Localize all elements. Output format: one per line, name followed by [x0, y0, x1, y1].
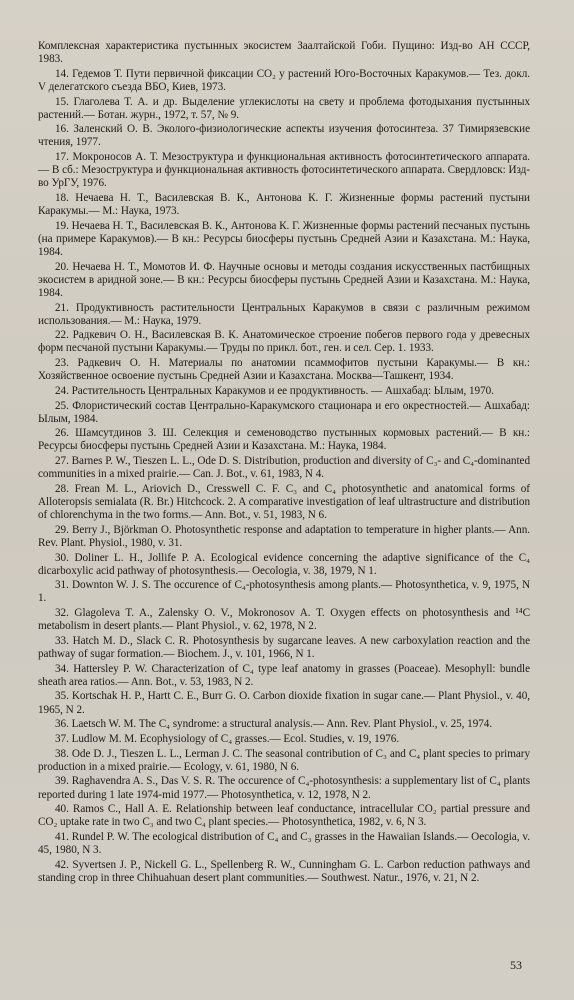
reference-entry: 21. Продуктивность растительности Центральных Каракумов в связи с различным режимом использования.— М.: Наука, 1979. [38, 301, 530, 327]
reference-entry: 26. Шамсутдинов З. Ш. Селекция и семеноводство пустынных кормовых растений.— В кн.: Ресурсы биосферы пустынь Средней Азии и Казахстана. М.: Наука, 1984. [38, 427, 530, 453]
reference-entry: 17. Мокроносов А. Т. Мезоструктура и функциональная активность фотосинтетического аппарата.— В сб.: Мезоструктура и функциональная активность фотосинтетического аппарата. Свердловск: Изд-во УрГУ, 1976. [38, 151, 530, 190]
reference-entry: 27. Barnes P. W., Tieszen L. L., Ode D. S. Distribution, production and diversity of C₃- and C₄-dominanted communities in a mixed prairie.— Can. J. Bot., v. 61, 1983, N 4. [38, 455, 530, 481]
reference-entry: 36. Laetsch W. M. The C₄ syndrome: a structural analysis.— Ann. Rev. Plant Physiol., v. 25, 1974. [55, 718, 493, 731]
reference-entry: 30. Doliner L. H., Jollife P. A. Ecological evidence concerning the adaptive significance of the C₄ dicarboxylic acid pathway of photosynthesis.— Oecologia, v. 38, 1979, N 1. [38, 551, 530, 577]
reference-list [38, 40, 530, 885]
reference-entry: 32. Glagoleva T. A., Zalensky O. V., Mokronosov A. T. Oxygen effects on photosynthesis and ¹⁴C metabolism in desert plants.— Plant Physiol., v. 62, 1978, N 2. [38, 607, 530, 633]
reference-entry: 24. Растительность Центральных Каракумов и ее продуктивность. — Ашхабад: Ылым, 1970. [55, 384, 494, 397]
reference-entry: 22. Радкевич О. Н., Василевская В. К. Анатомическое строение побегов первого года у древесных форм песчаной пустыни Каракумы.— Труды по прикл. бот., ген. и сел. Сер. 1. 1933. [38, 329, 530, 355]
reference-entry: 37. Ludlow M. M. Ecophysiology of C₄ grasses.— Ecol. Studies, v. 19, 1976. [55, 732, 400, 745]
reference-entry: 33. Hatch M. D., Slack C. R. Photosynthesis by sugarcane leaves. A new carboxylation reaction and the pathway of sugar formation.— Biochem. J., v. 101, 1966, N 1. [38, 634, 530, 660]
reference-entry: 29. Berry J., Björkman O. Photosynthetic response and adaptation to temperature in higher plants.— Ann. Rev. Plant. Physiol., 1980, v. 31. [38, 523, 530, 549]
reference-entry: 31. Downton W. J. S. The occurence of C₄-photosynthesis among plants.— Photosynthetica, v. 9, 1975, N 1. [38, 579, 530, 605]
reference-entry: 34. Hattersley P. W. Characterization of C₄ type leaf anatomy in grasses (Poaceae). Mesophyll: bundle sheath area ratios.— Ann. Bot., v. 53, 1983, N 2. [38, 662, 530, 688]
reference-entry: 25. Флористический состав Центрально-Каракумского стационара и его окрестностей.— Ашхабад: Ылым, 1984. [38, 399, 530, 425]
reference-entry: 38. Ode D. J., Tieszen L. L., Lerman J. C. The seasonal contribution of C₃ and C₄ plant species to primary production in a mixed prairie.— Ecology, v. 61, 1980, N 6. [38, 747, 530, 773]
reference-entry: 19. Нечаева Н. Т., Василевская В. К., Антонова К. Г. Жизненные формы растений песчаных пустынь (на примере Каракумов).— В кн.: Ресурсы биосферы пустынь Средней Азии и Казахстана. М.: Наука, 1984. [38, 219, 530, 258]
reference-entry: 39. Raghavendra A. S., Das V. S. R. The occurence of C₄-photosynthesis: a supplementary list of C₄ plants reported during 1 late 1974-mid 1977.— Photosynthetica, v. 12, 1978, N 2. [38, 775, 530, 801]
reference-entry: 28. Frean M. L., Ariovich D., Cresswell C. F. C₃ and C₄ photosynthetic and anatomical forms of Alloteropsis semialata (R. Br.) Hitchcock. 2. A comparative investigation of leaf ultrastructure and distribution of chlorenchyma in the two forms.— Ann. Bot., v. 51, 1983, N 6. [38, 482, 530, 522]
reference-entry: 20. Нечаева Н. Т., Момотов И. Ф. Научные основы и методы создания искусственных пастбищных экосистем в аридной зоне.— В кн.: Ресурсы биосферы пустынь Средней Азии и Казахстана. М.: Наука, 1984. [38, 260, 530, 299]
reference-entry: 18. Нечаева Н. Т., Василевская В. К., Антонова К. Г. Жизненные формы растений пустыни Каракумы.— М.: Наука, 1973. [38, 192, 530, 218]
reference-entry: 23. Радкевич О. Н. Материалы по анатомии псаммофитов пустыни Каракумы.— В кн.: Хозяйственное освоение пустынь Средней Азии и Казахстана. Москва—Ташкент, 1934. [38, 357, 530, 383]
reference-entry: 41. Rundel P. W. The ecological distribution of C₄ and C₃ grasses in the Hawaiian Islands.— Oecologia, v. 45, 1980, N 3. [38, 830, 530, 857]
reference-entry: 35. Kortschak H. P., Hartt C. E., Burr G. O. Carbon dioxide fixation in sugar cane.— Plant Physiol., v. 40, 1965, N 2. [38, 690, 530, 716]
reference-entry: 40. Ramos C., Hall A. E. Relationship between leaf conductance, intracellular CO₂ partial pressure and CO₂ uptake rate in two C₃ and two C₄ plant species.— Photosynthetica, 1982, v. 6, N 3. [38, 803, 530, 829]
reference-entry: 16. Заленский О. В. Эколого-физиологические аспекты изучения фотосинтеза. 37 Тимирязевские чтения, 1977. [38, 123, 530, 149]
reference-entry: 14. Гедемов Т. Пути первичной фиксации CO₂ у растений Юго-Восточных Каракумов.— Тез. докл. V делегатского съезда ВБО, Киев, 1973. [38, 67, 530, 93]
reference-entry: 15. Глаголева Т. А. и др. Выделение углекислоты на свету и проблема фотодыхания пустынных растений.— Ботан. журн., 1972, т. 57, № 9. [38, 95, 530, 121]
page-number: 53 [510, 958, 522, 972]
reference-entry: Комплексная характеристика пустынных экосистем Заалтайской Гоби. Пущино: Изд-во АН СССР, 1983. [38, 40, 530, 66]
reference-entry: 42. Syvertsen J. P., Nickell G. L., Spellenberg R. W., Cunningham G. L. Carbon reduction pathways and standing crop in three Chihuahuan desert plant communities.— Southwest. Natur., 1976, v. 21, N 2. [38, 858, 530, 884]
